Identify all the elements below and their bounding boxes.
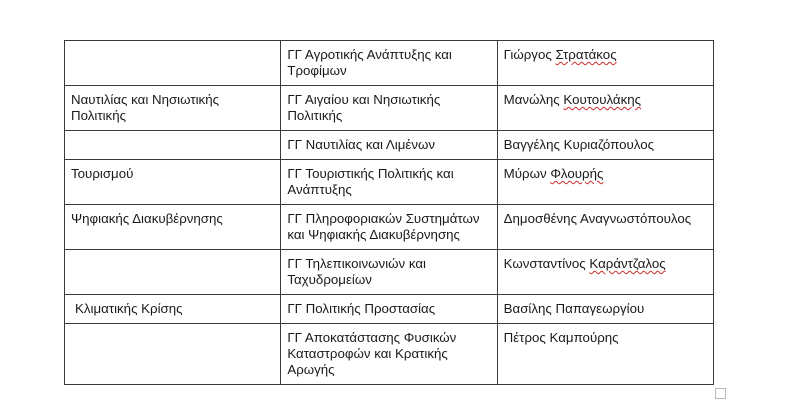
person-first-name: Μανώλης <box>503 92 560 107</box>
table-row <box>65 131 714 160</box>
person-last-name: Στρατάκος <box>555 47 617 62</box>
person-last-name: Κουτουλάκης <box>563 92 642 107</box>
person-first-name: Γιώργος <box>503 47 552 62</box>
person-cell[interactable] <box>497 160 713 205</box>
table-row <box>65 250 714 295</box>
person-cell[interactable] <box>497 295 713 324</box>
table-row <box>65 205 714 250</box>
person-last-name: Φλουρής <box>550 166 604 181</box>
person-cell[interactable] <box>497 324 713 385</box>
ministry-cell[interactable] <box>65 324 281 385</box>
secretariat-cell[interactable]: ΓΓ Αγροτικής Ανάπτυξης και Τροφίμων <box>281 41 497 86</box>
person-cell[interactable] <box>497 205 713 250</box>
person-first-name: Δημοσθένης <box>503 211 577 226</box>
table-row <box>65 41 714 86</box>
secretariat-cell[interactable]: ΓΓ Ναυτιλίας και Λιμένων <box>281 131 497 160</box>
person-first-name: Βασίλης <box>503 301 552 316</box>
secretariat-cell[interactable]: ΓΓ Τουριστικής Πολιτικής και Ανάπτυξης <box>281 160 497 205</box>
secretariat-cell[interactable]: ΓΓ Αποκατάστασης Φυσικών Καταστροφών και Κρατικής Αρωγής <box>281 324 497 385</box>
person-first-name: Βαγγέλης <box>503 137 560 152</box>
person-last-name: Κυριαζόπουλος <box>563 137 655 152</box>
person-last-name: Καράντζαλος <box>589 256 666 271</box>
secretariat-cell[interactable]: ΓΓ Πληροφοριακών Συστημάτων και Ψηφιακής Διακυβέρνησης <box>281 205 497 250</box>
table-row <box>65 295 714 324</box>
table-row <box>65 324 714 385</box>
ministry-cell[interactable]: Τουρισμού <box>65 160 281 205</box>
appointments-table <box>64 40 714 385</box>
secretariat-cell[interactable]: ΓΓ Πολιτικής Προστασίας <box>281 295 497 324</box>
ministry-cell[interactable]: Ναυτιλίας και Νησιωτικής Πολιτικής <box>65 86 281 131</box>
person-last-name: Καμπούρης <box>549 330 619 345</box>
person-cell[interactable] <box>497 131 713 160</box>
person-first-name: Κωνσταντίνος <box>503 256 586 271</box>
person-last-name: Αναγνωστόπουλος <box>579 211 692 226</box>
secretariat-cell[interactable]: ΓΓ Τηλεπικοινωνιών και Ταχυδρομείων <box>281 250 497 295</box>
ministry-cell[interactable]: Κλιματικής Κρίσης <box>65 295 281 324</box>
secretariat-cell[interactable]: ΓΓ Αιγαίου και Νησιωτικής Πολιτικής <box>281 86 497 131</box>
table-row <box>65 160 714 205</box>
person-last-name: Παπαγεωργίου <box>555 301 645 316</box>
person-cell[interactable] <box>497 250 713 295</box>
table-row <box>65 86 714 131</box>
table-resize-handle[interactable] <box>715 388 726 399</box>
person-cell[interactable] <box>497 41 713 86</box>
ministry-cell[interactable] <box>65 250 281 295</box>
person-cell[interactable] <box>497 86 713 131</box>
ministry-cell[interactable] <box>65 131 281 160</box>
person-first-name: Πέτρος <box>503 330 546 345</box>
ministry-cell[interactable]: Ψηφιακής Διακυβέρνησης <box>65 205 281 250</box>
ministry-cell[interactable] <box>65 41 281 86</box>
person-first-name: Μύρων <box>503 166 547 181</box>
